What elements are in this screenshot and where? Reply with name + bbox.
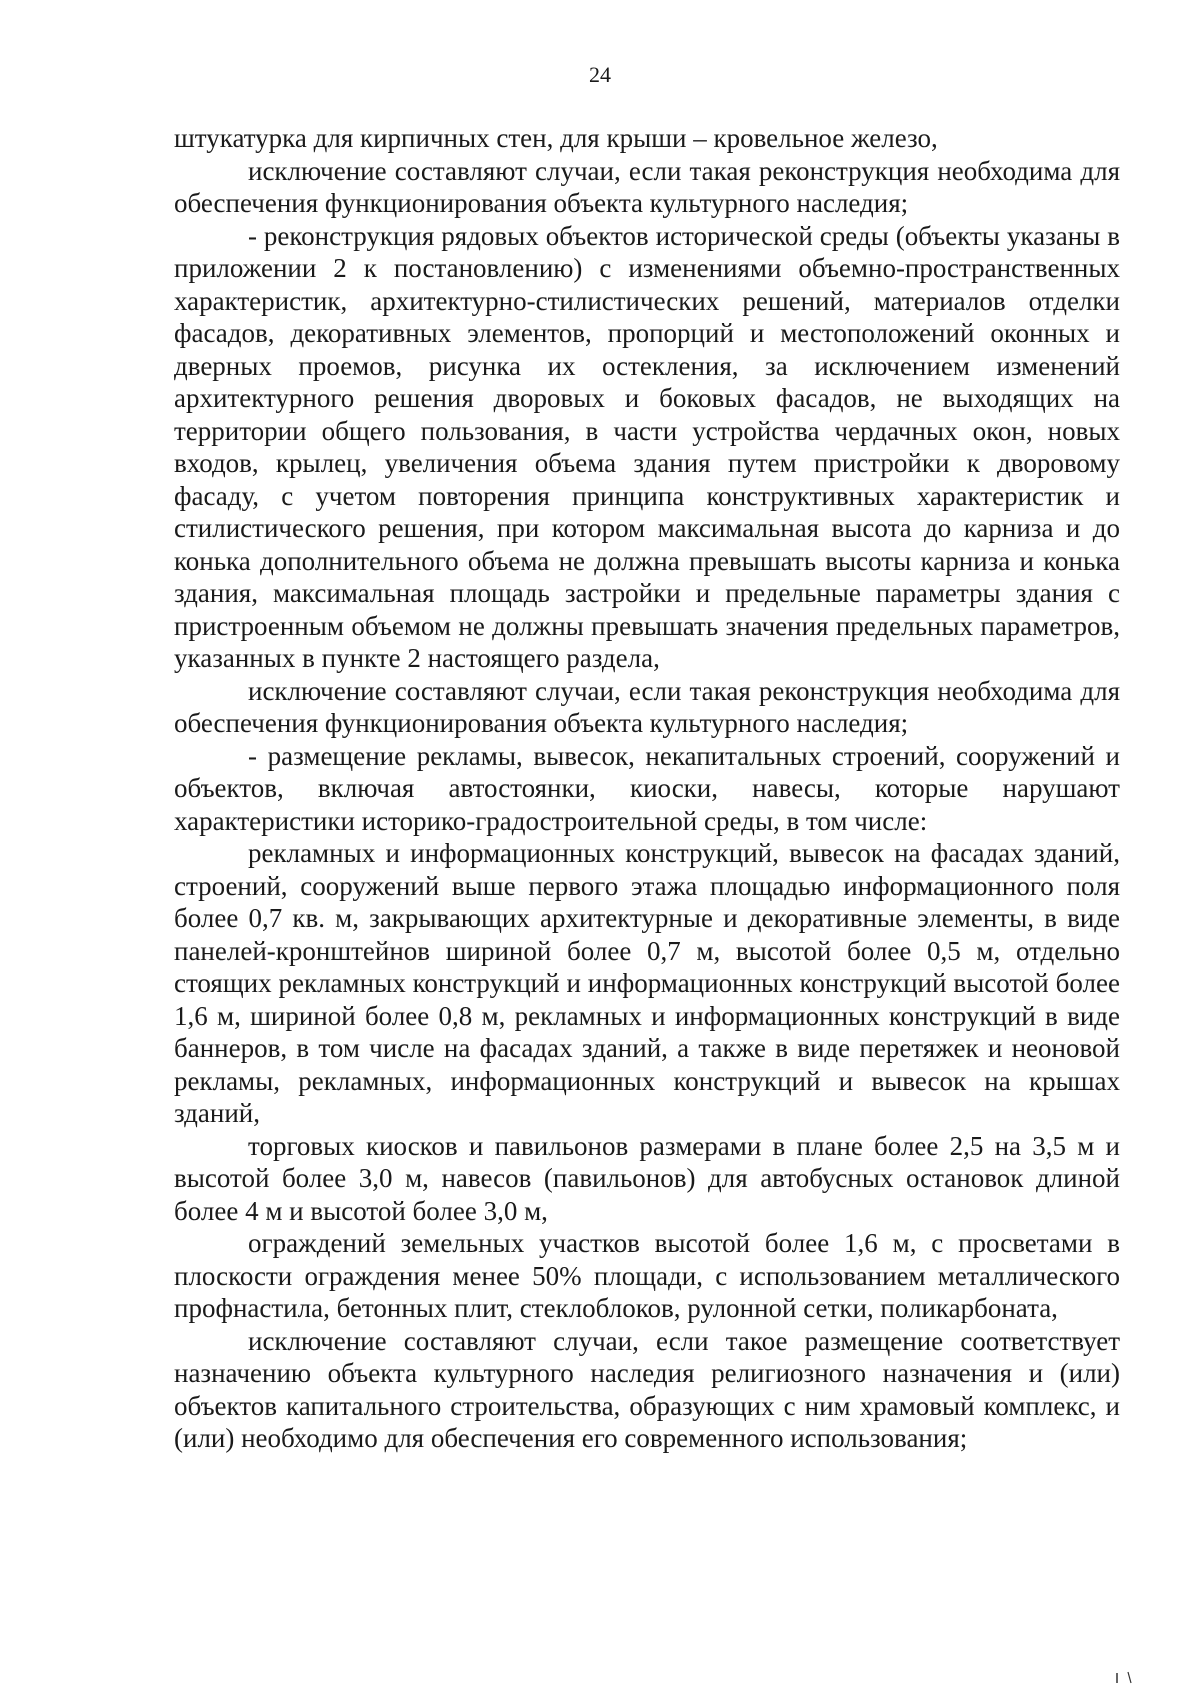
document-body	[174, 122, 1120, 1455]
paragraph: - размещение рекламы, вывесок, некапитальных строений, сооружений и объектов, включая автостоянки, киоски, навесы, которые нарушают характеристики историко-градостроительной среды, в том числе:	[174, 740, 1120, 836]
paragraph: исключение составляют случаи, если такое размещение соответствует назначению объекта культурного наследия религиозного назначения и (или) объектов капитального строительства, образующих с ним храмовый комплекс, и (или) необходимо для обеспечения его современного использования;	[174, 1325, 1120, 1453]
paragraph: штукатурка для кирпичных стен, для крыши – кровельное железо,	[174, 123, 938, 153]
page-number: 24	[589, 62, 611, 87]
paragraph: ограждений земельных участков высотой более 1,6 м, с просветами в плоскости ограждения менее 50% площади, с использованием металлического профнастила, бетонных плит, стеклоблоков, рулонной сетки, поликарбоната,	[174, 1228, 1120, 1323]
paragraph: торговых киосков и павильонов размерами в плане более 2,5 на 3,5 м и высотой более 3,0 м, навесов (павильонов) для автобусных остановок длиной более 4 м и высотой более 3,0 м,	[174, 1130, 1120, 1226]
paragraph: - реконструкция рядовых объектов исторической среды (объекты указаны в приложении 2 к постановлению) с изменениями объемно-пространственных характеристик, архитектурно-стилистических решений, материалов отделки фасадов, декоративных элементов, пропорций и местоположений оконных и дверных проемов, рисунка их остекления, за исключением изменений архитектурного решения дворовых и боковых фасадов, не выходящих на территории общего пользования, в части устройства чердачных окон, новых входов, крылец, увеличения объема здания путем пристройки к дворовому фасаду, с учетом повторения принципа конструктивных характеристик и стилистического решения, при котором максимальная высота до карниза и до конька дополнительного объема не должна превышать высоты карниза и конька здания, максимальная площадь застройки и предельные параметры здания с пристроенным объемом не должны превышать значения предельных параметров, указанных в пункте 2 настоящего раздела,	[174, 220, 1120, 673]
paragraph: исключение составляют случаи, если такая реконструкция необходима для обеспечения функционирования объекта культурного наследия;	[174, 155, 1120, 218]
paragraph: исключение составляют случаи, если такая реконструкция необходима для обеспечения функционирования объекта культурного наследия;	[174, 675, 1120, 738]
paragraph: рекламных и информационных конструкций, вывесок на фасадах зданий, строений, сооружений выше первого этажа площадью информационного поля более 0,7 кв. м, закрывающих архитектурные и декоративные элементы, в виде панелей-кронштейнов шириной более 0,7 м, высотой более 0,5 м, отдельно стоящих рекламных конструкций и информационных конструкций высотой более 1,6 м, шириной более 0,8 м, рекламных и информационных конструкций в виде баннеров, в том числе на фасадах зданий, а также в виде перетяжек и неоновой рекламы, рекламных, информационных конструкций и вывесок на крышах зданий,	[174, 838, 1120, 1128]
scan-artifact-mark	[1114, 1671, 1134, 1685]
